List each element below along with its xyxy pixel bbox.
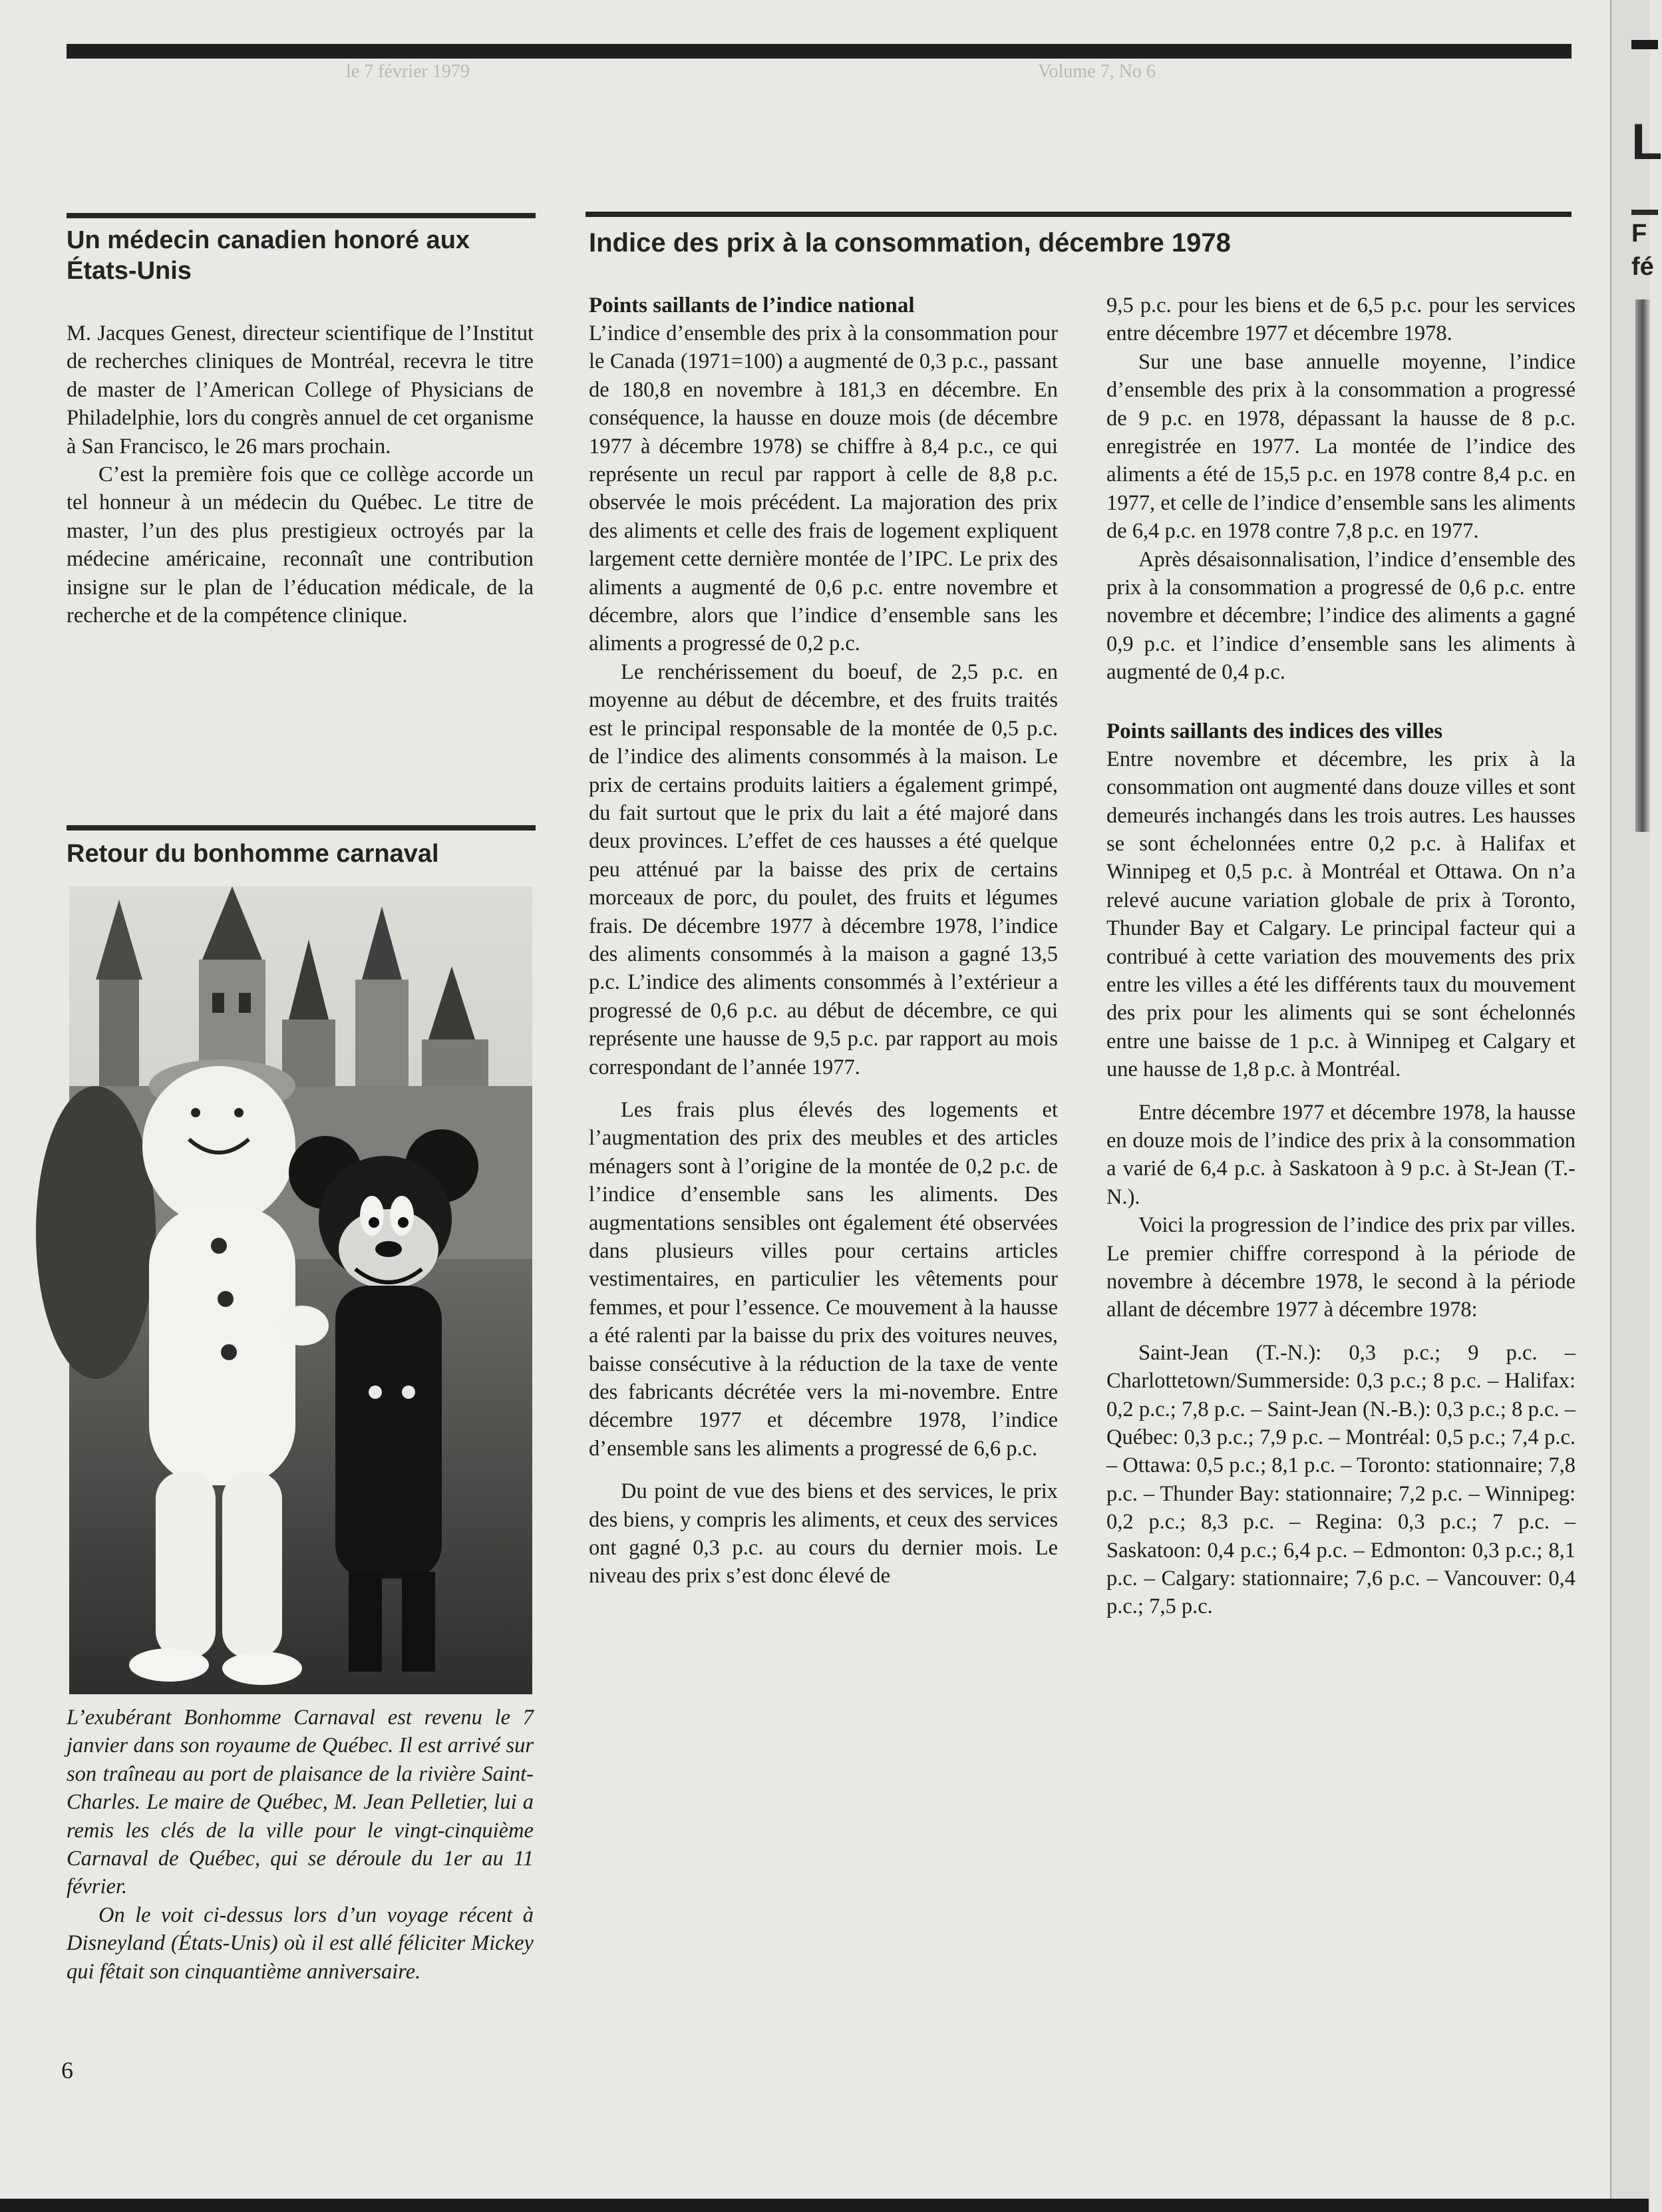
adjacent-rule [1631, 210, 1658, 215]
article3-rule [585, 212, 1572, 217]
article1-paragraph: M. Jacques Genest, directeur scientifique de l’Institut de recherches cliniques de Montréal, recevra le titre de master de l’American College of Physicians de Philadelphie, lors du congrès annuel de cet organisme à San Francisco, le 26 mars prochain. [67, 321, 534, 459]
ghost-text-right: Volume 7, No 6 [1038, 61, 1156, 82]
article1-title-line2: États-Unis [67, 257, 192, 285]
top-rule [67, 44, 1572, 59]
adjacent-text-fragment: fé [1631, 253, 1654, 281]
cpi-paragraph: Du point de vue des biens et des services, le prix des biens, y compris les aliments, et ceux des services ont gagné 0,3 p.c. au cours du dernier mois. Le niveau des prix s’est donc élevé de [589, 1479, 1058, 1588]
city-index-list: Saint-Jean (T.-N.): 0,3 p.c.; 9 p.c. – Charlottetown/Summerside: 0,3 p.c.; 8 p.c. – Halifax: 0,2 p.c.; 7,8 p.c. – Saint-Jean (N.-B.): 0,3 p.c.; 8 p.c. – Québec: 0,3 p.c.; 7,9 p.c. – Montréal: 0,5 p.c.; 7,4 p.c. – Ottawa: 0,5 p.c.; 8,1 p.c. – Toronto: stationnaire; 7,8 p.c. – Thunder Bay: stationnaire; 7,2 p.c. – Winnipeg: 0,2 p.c.; 8,3 p.c. – Regina: 0,3 p.c.; 7 p.c. – Saskatoon: 0,4 p.c.; 6,4 p.c. – Edmonton: 0,3 p.c.; 8,1 p.c. – Calgary: stationnaire; 7,6 p.c. – Vancouver: 0,4 p.c.; 7,5 p.c. [1106, 1340, 1576, 1619]
adjacent-top-rule [1631, 40, 1658, 49]
adjacent-photo-fragment [1635, 299, 1650, 832]
cpi-paragraph: 9,5 p.c. pour les biens et de 6,5 p.c. pour les services entre décembre 1977 et décembre 1978. [1106, 293, 1576, 346]
scan-bottom-edge [0, 2199, 1649, 2212]
page-number: 6 [61, 2057, 73, 2084]
cpi-paragraph: L’indice d’ensemble des prix à la consommation pour le Canada (1971=100) a augmenté de 0,3 p.c., passant de 180,8 en novembre à 181,3 en décembre. En conséquence, la hausse en douze mois (de décembre 1977 à décembre 1978) se chiffre à 8,4 p.c., ce qui représente un recul par rapport à celle de 8,8 p.c. observée le mois précédent. La majoration des prix des aliments et celle des frais de logement expliquent largement cette dernière montée de l’IPC. Le prix des aliments a augmenté de 0,6 p.c. entre novembre et décembre, alors que l’indice d’ensemble sans les aliments a progressé de 0,2 p.c. [589, 321, 1058, 656]
cpi-paragraph: Voici la progression de l’indice des prix par villes. Le premier chiffre correspond à la période de novembre à décembre 1978, le second à la période allant de décembre 1977 à décembre 1978: [1106, 1213, 1576, 1322]
article1-title-line1: Un médecin canadien honoré aux [67, 226, 470, 254]
adjacent-page-edge [1610, 0, 1662, 2212]
ghost-text-left: le 7 février 1979 [346, 61, 470, 82]
cpi-paragraph: Sur une base annuelle moyenne, l’indice d’ensemble des prix à la consommation a progressé de 9 p.c. en 1978, dépassant la hausse de 8 p.c. enregistrée en 1977. La montée de l’indice des aliments a été de 15,5 p.c. en 1978 contre 8,4 p.c. en 1977, et celle de l’indice d’ensemble sans les aliments de 6,4 p.c. en 1978 contre 7,8 p.c. en 1977. [1106, 349, 1576, 544]
adjacent-headline-fragment: L [1631, 114, 1662, 170]
article3-headline: Indice des prix à la consommation, décembre 1978 [589, 228, 1231, 258]
subhead-national: Points saillants de l’indice national [589, 293, 915, 317]
article3-column2 [1106, 291, 1576, 1621]
caption-paragraph: On le voit ci-dessus lors d’un voyage récent à Disneyland (États-Unis) où il est allé féliciter Mickey qui fêtait son cinquantième anniversaire. [67, 1903, 534, 1984]
article3-column1 [589, 291, 1058, 1590]
cpi-paragraph: Après désaisonnalisation, l’indice d’ensemble des prix à la consommation a progressé de 0,6 p.c. entre novembre et décembre; l’indice des aliments a gagné 0,9 p.c. et l’indice d’ensemble sans les aliments à augmenté de 0,4 p.c. [1106, 547, 1576, 685]
article1-headline [67, 225, 546, 286]
article2-headline: Retour du bonhomme carnaval [67, 840, 439, 868]
cpi-paragraph: Le renchérissement du boeuf, de 2,5 p.c. en moyenne au début de décembre, et des fruits traités est le principal responsable de la montée de 0,5 p.c. de l’indice des aliments consommés à la maison. Le prix de certains produits laitiers a également grimpé, du fait surtout que le prix du lait a été majoré dans deux provinces. L’effet de ces hausses a été quelque peu atténué par la baisse des prix de certains morceaux de porc, du poulet, des fruits et légumes frais. De décembre 1977 à décembre 1978, l’indice des aliments consommés à la maison a gagné 13,5 p.c. L’indice des aliments consommés à l’extérieur a progressé de 0,6 p.c. au début de décembre, ce qui représente une hausse de 9,5 p.c. par rapport au mois correspondant de l’année 1977. [589, 659, 1058, 1079]
cpi-paragraph: Entre novembre et décembre, les prix à la consommation ont augmenté dans douze villes et sont demeurés inchangés dans les trois autres. Les hausses se sont échelonnées entre 0,2 p.c. à Halifax et Winnipeg et 0,5 p.c. à Montréal et Ottawa. On n’a relevé aucune variation globale de prix à Toronto, Thunder Bay et Calgary. Le principal facteur qui a contribué à cette variation des mouvements des prix entre les villes a été les différents taux du mouvement des prix pour les aliments qui se sont échelonnés entre une baisse de 1 p.c. à Winnipeg et Calgary et une hausse de 1,8 p.c. à Montréal. [1106, 747, 1576, 1082]
article1-paragraph: C’est la première fois que ce collège accorde un tel honneur à un médecin du Québec. Le titre de master, l’un des plus prestigieux octroyés par la médecine américaine, reconnaît une contribution insigne sur le plan de l’éducation médicale, de la recherche et de la compétence clinique. [67, 462, 534, 628]
article1-body [67, 319, 534, 630]
cpi-paragraph: Les frais plus élevés des logements et l’augmentation des prix des meubles et des articles ménagers sont à l’origine de la montée de 0,2 p.c. de l’indice d’ensemble sans les aliments. Des augmentations sensibles ont également été observées dans plusieurs villes pour certains articles vestimentaires, en particulier les vêtements pour femmes, et pour l’essence. Ce mouvement à la hausse a été ralenti par la baisse du prix des voitures neuves, baisse consécutive à la réduction de la taxe de vente des fabricants décrétée vers la mi-novembre. Entre décembre 1977 et décembre 1978, l’indice d’ensemble sans les aliments a progressé de 6,6 p.c. [589, 1097, 1058, 1461]
article2-rule [67, 825, 536, 830]
subhead-cities: Points saillants des indices des villes [1106, 719, 1443, 743]
cpi-paragraph: Entre décembre 1977 et décembre 1978, la hausse en douze mois de l’indice des prix à la consommation a varié de 6,4 p.c. à Saskatoon à 9 p.c. à St-Jean (T.-N.). [1106, 1100, 1576, 1209]
article1-rule [67, 213, 536, 218]
photo-caption [67, 1704, 534, 1986]
caption-paragraph: L’exubérant Bonhomme Carnaval est revenu le 7 janvier dans son royaume de Québec. Il est arrivé sur son traîneau au port de plaisance de la rivière Saint-Charles. Le maire de Québec, M. Jean Pelletier, lui a remis les clés de la ville pour le vingt-cinquième Carnaval de Québec, qui se déroule du 1er au 11 février. [67, 1706, 534, 1899]
disneyland-castle-photo [69, 886, 532, 1694]
adjacent-text-fragment: F [1631, 220, 1647, 248]
